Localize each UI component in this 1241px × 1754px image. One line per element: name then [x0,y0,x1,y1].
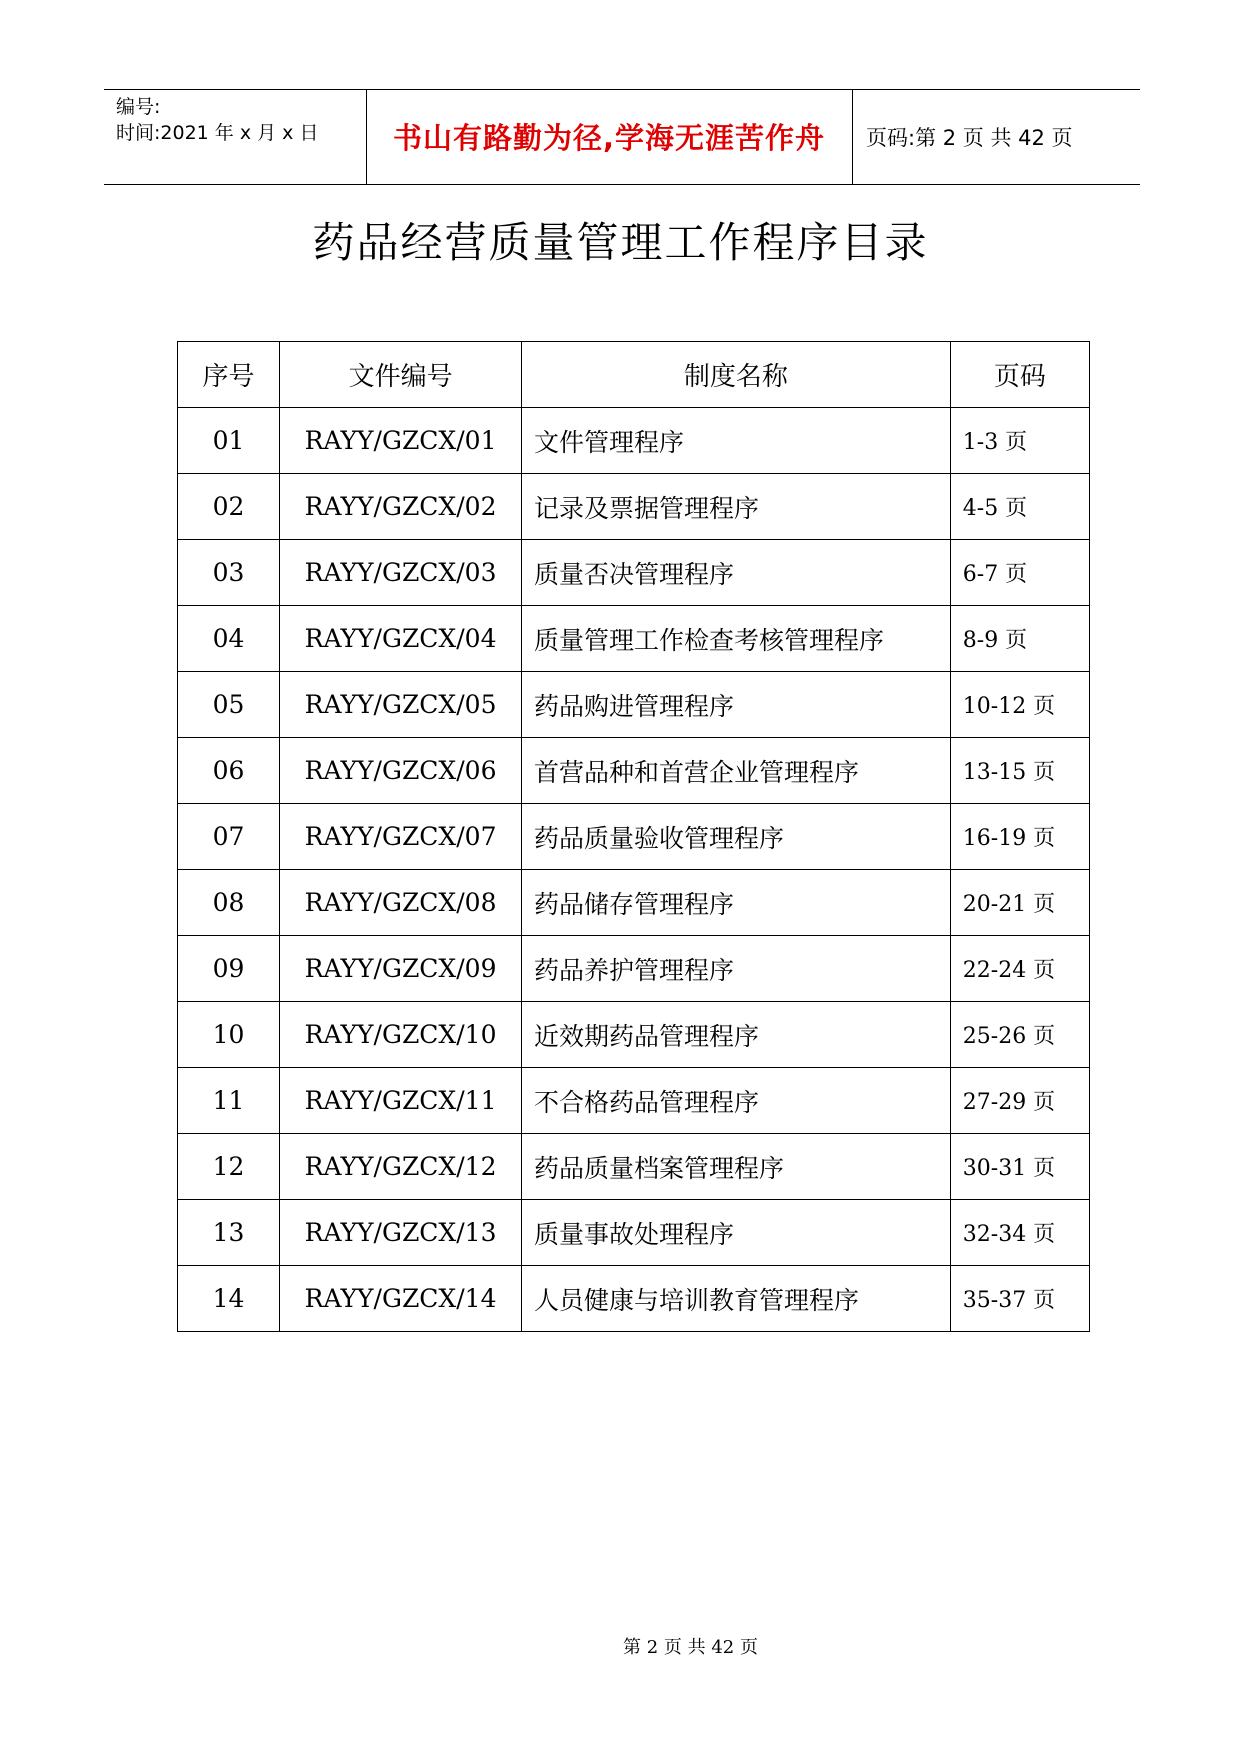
cell-name: 药品购进管理程序 [522,672,951,738]
cell-code: RAYY/GZCX/05 [280,672,522,738]
table-row [178,672,1090,738]
cell-name: 人员健康与培训教育管理程序 [522,1266,951,1332]
cell-pages: 13-15 页 [950,738,1089,804]
cell-no: 07 [178,804,280,870]
table-row [178,936,1090,1002]
document-time-label: 时间:2021 年 x 月 x 日 [116,122,319,144]
cell-pages: 20-21 页 [950,870,1089,936]
table-header-row [178,342,1090,408]
table-row [178,870,1090,936]
cell-code: RAYY/GZCX/01 [280,408,522,474]
table-row [178,1002,1090,1068]
cell-name: 质量管理工作检查考核管理程序 [522,606,951,672]
cell-name: 药品养护管理程序 [522,936,951,1002]
cell-code: RAYY/GZCX/08 [280,870,522,936]
cell-pages: 32-34 页 [950,1200,1089,1266]
header-motto: 书山有路勤为径,学海无涯苦作舟 [392,121,826,155]
cell-pages: 35-37 页 [950,1266,1089,1332]
header-divider [366,90,367,184]
cell-name: 药品储存管理程序 [522,870,951,936]
cell-pages: 25-26 页 [950,1002,1089,1068]
cell-pages: 8-9 页 [950,606,1089,672]
cell-code: RAYY/GZCX/07 [280,804,522,870]
header-divider [852,90,853,184]
cell-no: 04 [178,606,280,672]
table-row [178,738,1090,804]
cell-pages: 6-7 页 [950,540,1089,606]
cell-name: 质量事故处理程序 [522,1200,951,1266]
cell-code: RAYY/GZCX/14 [280,1266,522,1332]
cell-name: 近效期药品管理程序 [522,1002,951,1068]
cell-name: 药品质量验收管理程序 [522,804,951,870]
cell-no: 14 [178,1266,280,1332]
table-row [178,408,1090,474]
column-header-pages: 页码 [950,342,1089,408]
cell-code: RAYY/GZCX/11 [280,1068,522,1134]
cell-pages: 1-3 页 [950,408,1089,474]
cell-pages: 16-19 页 [950,804,1089,870]
cell-no: 01 [178,408,280,474]
column-header-name: 制度名称 [522,342,951,408]
cell-code: RAYY/GZCX/02 [280,474,522,540]
cell-pages: 27-29 页 [950,1068,1089,1134]
cell-no: 09 [178,936,280,1002]
table-row [178,540,1090,606]
cell-code: RAYY/GZCX/12 [280,1134,522,1200]
cell-no: 03 [178,540,280,606]
cell-no: 08 [178,870,280,936]
toc-table [177,341,1090,1332]
table-row [178,1266,1090,1332]
cell-name: 不合格药品管理程序 [522,1068,951,1134]
cell-name: 记录及票据管理程序 [522,474,951,540]
table-row [178,474,1090,540]
document-number-label: 编号: [116,96,161,118]
page-header [104,89,1140,185]
header-page-info: 页码:第 2 页 共 42 页 [866,126,1073,150]
table-row [178,1134,1090,1200]
cell-no: 13 [178,1200,280,1266]
cell-no: 05 [178,672,280,738]
cell-code: RAYY/GZCX/09 [280,936,522,1002]
cell-code: RAYY/GZCX/06 [280,738,522,804]
table-row [178,606,1090,672]
cell-name: 药品质量档案管理程序 [522,1134,951,1200]
column-header-no: 序号 [178,342,280,408]
cell-name: 首营品种和首营企业管理程序 [522,738,951,804]
cell-no: 10 [178,1002,280,1068]
cell-no: 12 [178,1134,280,1200]
table-row [178,804,1090,870]
cell-no: 06 [178,738,280,804]
header-meta [116,90,366,184]
cell-pages: 10-12 页 [950,672,1089,738]
cell-no: 11 [178,1068,280,1134]
cell-pages: 4-5 页 [950,474,1089,540]
document-title: 药品经营质量管理工作程序目录 [312,218,929,267]
cell-pages: 30-31 页 [950,1134,1089,1200]
cell-code: RAYY/GZCX/03 [280,540,522,606]
cell-code: RAYY/GZCX/04 [280,606,522,672]
cell-no: 02 [178,474,280,540]
column-header-code: 文件编号 [280,342,522,408]
cell-code: RAYY/GZCX/13 [280,1200,522,1266]
cell-pages: 22-24 页 [950,936,1089,1002]
cell-name: 质量否决管理程序 [522,540,951,606]
page-footer: 第 2 页 共 42 页 [623,1637,758,1658]
table-row [178,1200,1090,1266]
cell-code: RAYY/GZCX/10 [280,1002,522,1068]
cell-name: 文件管理程序 [522,408,951,474]
table-row [178,1068,1090,1134]
